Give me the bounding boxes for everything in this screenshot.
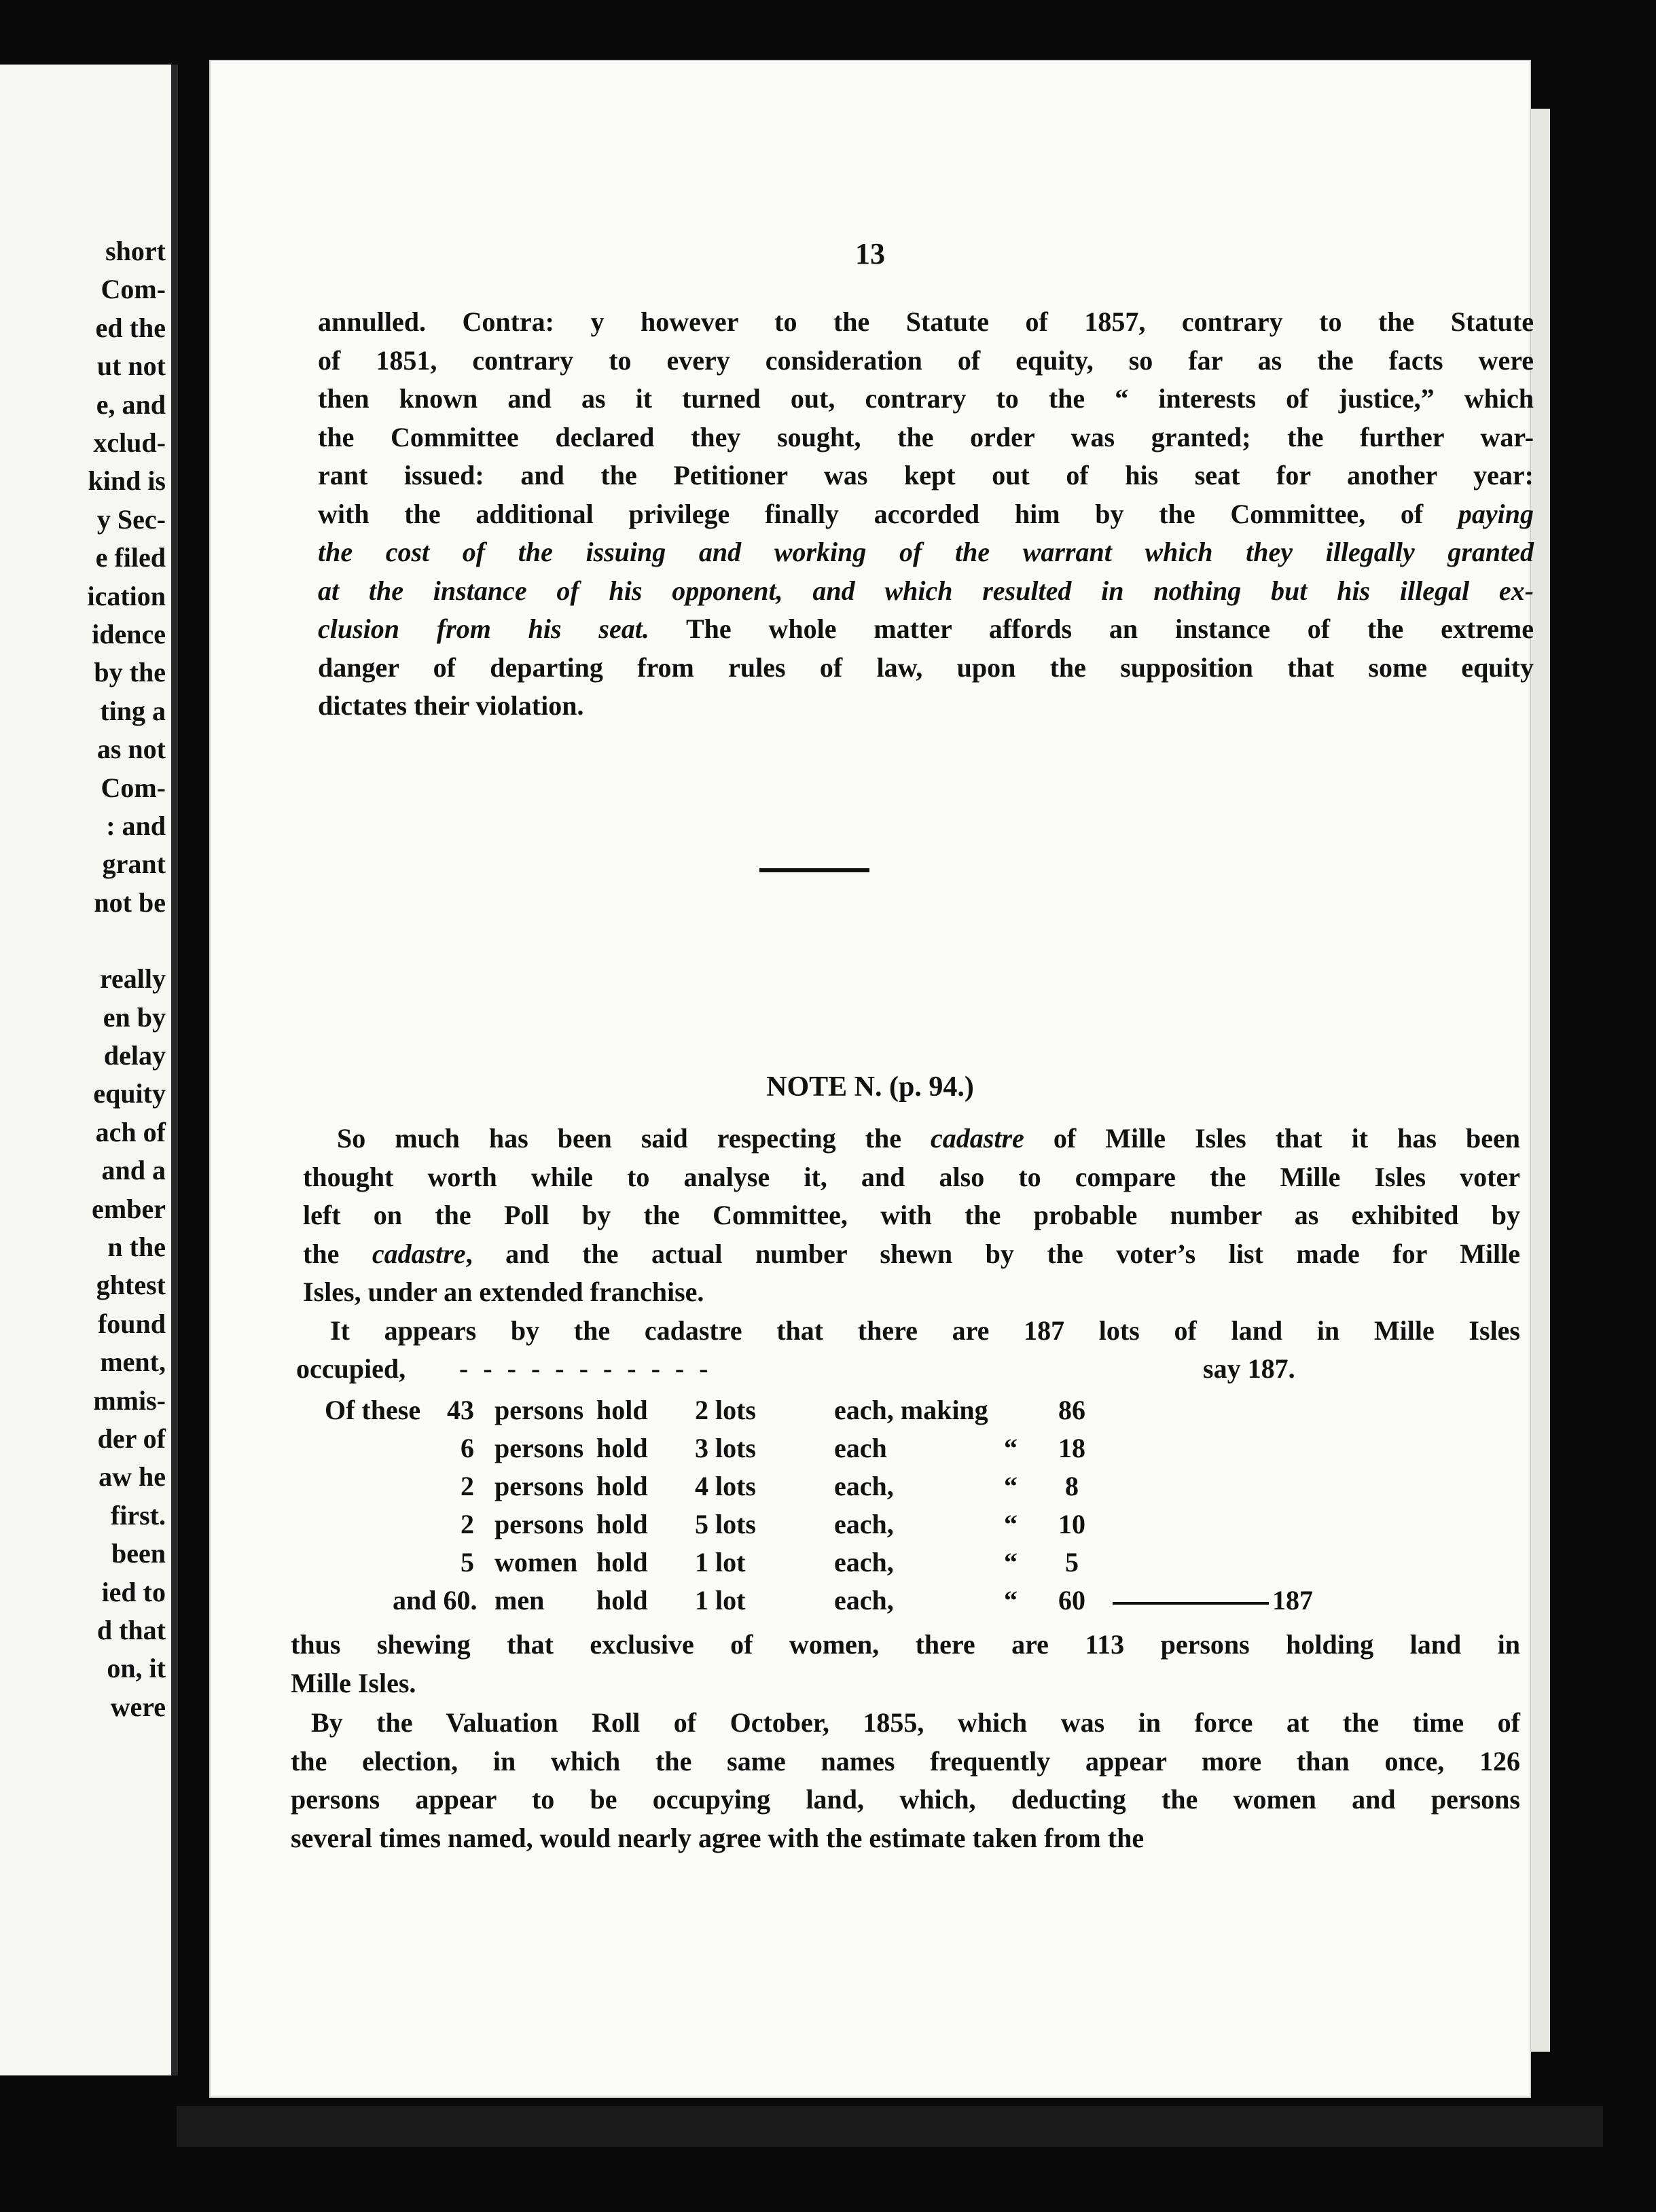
left-page-fragment: short [105,236,166,266]
left-page-fragment: : and [106,810,166,841]
main-page [209,60,1534,2098]
text-line: then known and as it turned out, contrary to the “ interests of justice,” which [318,383,1534,414]
lots-lead-line: It appears by the cadastre that there are 187 lots of land in Mille Isles [330,1315,1520,1346]
left-page-fragment: ied to [101,1576,166,1607]
left-page-fragment: were [110,1691,166,1722]
cell-count: 6 [461,1433,474,1463]
left-page-fragment: not be [94,887,166,918]
cell-lead: Of these [325,1395,421,1425]
occupied-line [296,1350,1451,1388]
left-page-fragment: aw he [98,1461,166,1493]
left-page-fragment: found [97,1308,166,1339]
cell-verb: hold [596,1395,648,1425]
left-page-fragment: Com- [101,274,166,305]
cell-who: persons [494,1395,584,1425]
cell-each: each, [834,1585,894,1616]
left-page-fragment: ment, [100,1346,166,1378]
cell-val: 10 [1058,1509,1085,1539]
left-page-fragment: ach of [95,1116,166,1147]
left-facing-page [0,65,178,2075]
text-line: the election, in which the same names frequently appear more than once, 126 [291,1745,1520,1777]
occupied-label: occupied, [296,1353,406,1384]
left-page-fragment: e, and [96,389,166,420]
scan-bottom-band [177,2106,1603,2147]
table-row [325,1391,1479,1429]
cell-lots: 1 lot [695,1547,746,1577]
table-row [325,1582,1479,1620]
left-page-fragment: der of [97,1423,166,1454]
text-line: at the instance of his opponent, and which resulted in nothing but his illegal ex- [318,575,1534,606]
text-line: danger of departing from rules of law, upon the supposition that some equity [318,652,1534,683]
left-page-fragment: en by [103,1001,166,1033]
left-page-fragment: ut not [96,351,166,382]
cell-val: 8 [1065,1471,1079,1501]
text-line: thought worth while to analyse it, and also to compare the Mille Isles voter [303,1161,1520,1192]
left-page-fragment: as not [96,734,166,765]
left-page-fragment: mmis- [93,1385,166,1416]
left-page-fragment: equity [93,1078,166,1109]
text-line: with the additional privilege finally accorded him by the Committee, of paying [318,498,1534,529]
left-page-fragment: grant [102,849,166,880]
cell-tail: 187 [1272,1585,1313,1616]
cell-count: 43 [447,1395,474,1425]
leader-dashes: - - - - - - - - - - - [459,1353,713,1384]
text-line: rant issued: and the Petitioner was kept out of his seat for another year: [318,460,1534,490]
cell-lots: 5 lots [695,1509,756,1539]
left-page-fragment: d that [96,1615,166,1645]
cell-lots: 1 lot [695,1585,746,1616]
text-line: By the Valuation Roll of October, 1855, which was in force at the time of [311,1707,1520,1738]
table-row [325,1544,1479,1582]
table-row [325,1429,1479,1467]
occupied-total: say 187. [1203,1353,1295,1384]
left-page-fragment: on, it [107,1653,166,1684]
cell-lead: and 60. [393,1585,478,1616]
text-line: the cost of the issuing and working of the warrant which they illegally granted [318,537,1534,567]
cell-lots: 3 lots [695,1433,756,1463]
left-page-fragment: idence [92,619,166,649]
text-line: thus shewing that exclusive of women, there are 113 persons holding land in [291,1629,1520,1660]
cell-verb: hold [596,1585,648,1616]
left-page-fragment: and a [101,1155,166,1186]
cell-lots: 2 lots [695,1395,756,1425]
cell-who: persons [494,1433,584,1463]
left-page-fragment: been [111,1538,166,1569]
paragraph-exclusive [291,1626,1520,1702]
left-page-fragment: n the [107,1232,166,1262]
left-page-fragment: y Sec- [96,503,166,535]
text-line: clusion from his seat. The whole matter affords an instance of the extreme [318,613,1534,644]
cell-verb: hold [596,1547,648,1577]
text-line: dictates their violation. [318,690,584,721]
cell-who: persons [494,1471,584,1501]
left-page-fragment: kind is [88,465,166,497]
text-line: the Committee declared they sought, the order was granted; the further war- [318,421,1534,452]
table-row [325,1505,1479,1544]
text-line: the cadastre, and the actual number shewn by the voter’s list made for Mille [303,1238,1520,1269]
left-page-fragment: by the [94,657,166,688]
cell-val: 60 [1058,1585,1085,1616]
cell-lots: 4 lots [695,1471,756,1501]
cell-each: each, [834,1471,894,1501]
cell-ditto: “ [1004,1585,1018,1616]
cell-ditto: “ [1004,1433,1018,1463]
cell-each: each, [834,1509,894,1539]
table-row [325,1467,1479,1505]
text-line: left on the Poll by the Committee, with the probable number as exhibited by [303,1200,1520,1230]
cell-ditto: “ [1004,1509,1018,1539]
left-page-fragment: ember [92,1193,166,1224]
cell-who: persons [494,1509,584,1539]
left-page-fragment: Com- [101,772,166,803]
cell-val: 5 [1065,1547,1079,1577]
cell-count: 2 [461,1471,474,1501]
cell-each: each, making [834,1395,988,1425]
cell-count: 5 [461,1547,474,1577]
cell-each: each, [834,1547,894,1577]
left-page-fragment: xclud- [93,427,166,458]
left-page-fragment: first. [110,1499,166,1531]
text-line: So much has been said respecting the cadastre of Mille Isles that it has been [337,1123,1521,1154]
note-title: NOTE N. (p. 94.) [766,1071,974,1103]
cell-who: men [494,1585,545,1616]
page-edge [1531,109,1550,2052]
section-rule [759,868,869,872]
text-line: persons appear to be occupying land, which, deducting the women and persons [291,1784,1520,1815]
page-number: 13 [855,237,885,270]
text-line: Mille Isles. [291,1667,416,1698]
paragraph-cadastre-intro [303,1120,1520,1312]
cell-count: 2 [461,1509,474,1539]
cell-each: each [834,1433,887,1463]
cell-verb: hold [596,1433,648,1463]
left-page-fragment: ed the [95,312,166,343]
text-line: Isles, under an extended franchise. [303,1277,704,1307]
left-page-fragment: ting a [100,695,166,726]
text-line: annulled. Contra: y however to the Statute of 1857, contrary to the Statute [318,306,1534,337]
left-page-fragment: ication [87,580,166,611]
left-page-fragment: ghtest [96,1270,166,1301]
cell-verb: hold [596,1509,648,1539]
cell-val: 86 [1058,1395,1085,1425]
cell-ditto: “ [1004,1471,1018,1501]
text-line: of 1851, contrary to every consideration of equity, so far as the facts were [318,344,1534,376]
paragraph-continuation [318,303,1534,726]
left-page-fragment: delay [103,1040,166,1071]
paragraph-lots-lead [330,1312,1520,1351]
total-dash [1113,1602,1269,1605]
cell-val: 18 [1058,1433,1085,1463]
lots-table [325,1391,1479,1620]
cell-verb: hold [596,1471,648,1501]
cell-ditto: “ [1004,1547,1018,1577]
left-page-fragment: really [99,963,166,995]
paragraph-valuation-roll [291,1704,1520,1857]
text-line: several times named, would nearly agree with the estimate taken from the [291,1822,1145,1853]
left-page-fragment: e filed [95,542,166,573]
cell-who: women [494,1547,578,1577]
